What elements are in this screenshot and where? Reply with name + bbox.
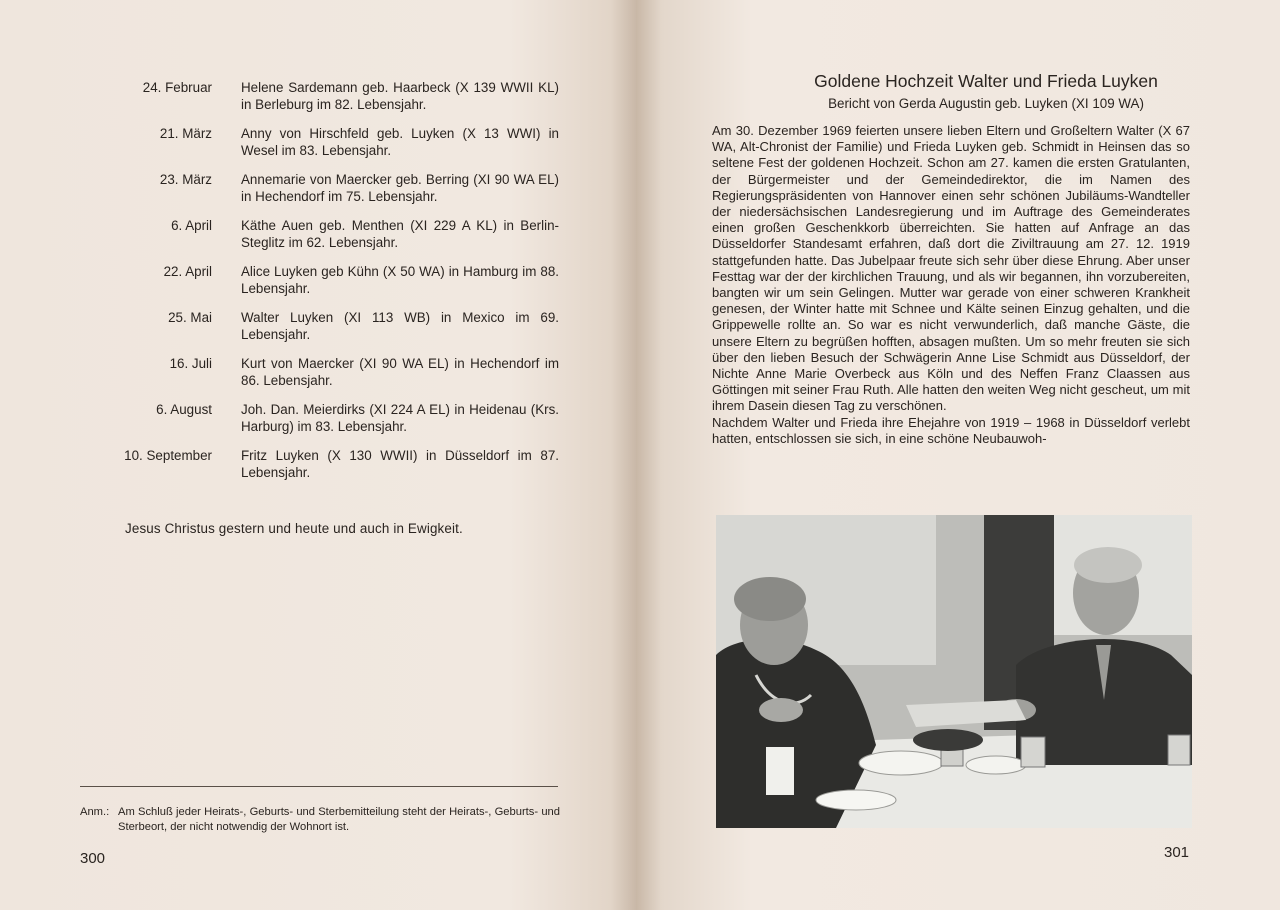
page-number-left: 300 — [80, 850, 106, 867]
left-page — [0, 0, 636, 910]
entry-date: 23. März — [159, 172, 212, 187]
entry-date: 10. September — [124, 448, 212, 463]
entry-date: 24. Februar — [142, 80, 212, 95]
article-paragraph: Nachdem Walter und Frieda ihre Ehejahre von 1919 – 1968 in Düsseldorf verlebt hatten, entschlossen sie sich, in eine schöne Neubauwoh- — [712, 414, 1190, 446]
entry-text: Kurt von Maercker (XI 90 WA EL) in Hechendorf im 86. Lebensjahr. — [241, 356, 559, 388]
entry-date: 16. Juli — [169, 356, 212, 371]
bible-quote: Jesus Christus gestern und heute und auch in Ewigkeit. — [125, 521, 463, 536]
article-title: Goldene Hochzeit Walter und Frieda Luyken — [814, 71, 1158, 91]
entry-date: 22. April — [163, 264, 212, 279]
entry-text: Helene Sardemann geb. Haarbeck (X 139 WWII KL) in Berleburg im 82. Lebensjahr. — [241, 80, 559, 112]
article-byline: Bericht von Gerda Augustin geb. Luyken (XI 109 WA) — [828, 96, 1144, 111]
entry-text: Annemarie von Maercker geb. Berring (XI 90 WA EL) in Hechendorf im 75. Lebensjahr. — [241, 172, 559, 204]
entry-text: Walter Luyken (XI 113 WB) in Mexico im 69. Lebensjahr. — [241, 310, 559, 342]
article-paragraph: Am 30. Dezember 1969 feierten unsere lieben Eltern und Großeltern Walter (X 67 WA, Alt-Chronist der Familie) und Frieda Luyken geb. Schmidt in Heinsen das so seltene Fest der goldenen Hochzeit. Schon am 27. kamen die ersten Gratulanten, der Bürgermeister und der Gemeindedirektor, die im Namen des Regierungspräsidenten von Hannover einen sehr schönen Jubiläums-Wandteller der niedersächsischen Landesregierung und im Auftrage des Gemeinderates einen großen Geschenkkorb überreichten. Sie hatten auf Anfrage an das Düsseldorfer Standesamt erfahren, daß dort die Ziviltrauung am 27. 12. 1919 stattgefunden hatte. Das Jubelpaar freute sich sehr über diese Ehrung. Aber unser Festtag war der der kirchlichen Trauung, und als wir begannen, ihn vorzubereiten, bangten wir um sein Gelingen. Mutter war gerade von einer schweren Krankheit genesen, der Winter hatte mit Schnee und Kälte seinen Einzug gehalten, und die Grippewelle rollte an. So war es nicht verwunderlich, daß manche Gäste, die unsere Eltern zu begrüßen hofften, absagen mußten. Um so mehr freuten sie sich über den lieben Besuch der Schwägerin Anne Lise Schmidt aus Düsseldorf, der Nichte Anne Marie Overbeck aus Köln und des Neffen Franz Claassen aus Göttingen mit seiner Frau Ruth. Alle hatten den weiten Weg nicht gescheut, um mit ihrem Dasein diesen Tag zu verschönen. — [712, 123, 1190, 414]
entry-date: 6. April — [171, 218, 212, 233]
footnote-text: Am Schluß jeder Heirats-, Geburts- und Sterbemitteilung steht der Heirats-, Geburts- und Sterbeort, der nicht notwendig der Wohnort ist. — [118, 806, 560, 833]
entry-date: 6. August — [156, 402, 212, 417]
entry-text: Fritz Luyken (X 130 WWII) in Düsseldorf im 87. Lebensjahr. — [241, 448, 559, 480]
entry-text: Käthe Auen geb. Menthen (XI 229 A KL) in Berlin-Steglitz im 62. Lebensjahr. — [241, 218, 559, 250]
footnote-label: Anm.: — [80, 806, 110, 818]
article-body — [712, 123, 1190, 447]
page-number-right: 301 — [1164, 844, 1190, 861]
entry-date: 25. Mai — [168, 310, 212, 325]
footnote-divider — [80, 786, 558, 787]
entry-text: Anny von Hirschfeld geb. Luyken (X 13 WWI) in Wesel im 83. Lebensjahr. — [241, 126, 559, 158]
entry-text: Joh. Dan. Meierdirks (XI 224 A EL) in Heidenau (Krs. Harburg) im 83. Lebensjahr. — [241, 402, 559, 434]
right-page — [636, 0, 1280, 910]
couple-photo — [716, 515, 1192, 828]
photo-illustration — [716, 515, 1192, 828]
entry-date: 21. März — [159, 126, 212, 141]
entry-text: Alice Luyken geb Kühn (X 50 WA) in Hamburg im 88. Lebensjahr. — [241, 264, 559, 296]
